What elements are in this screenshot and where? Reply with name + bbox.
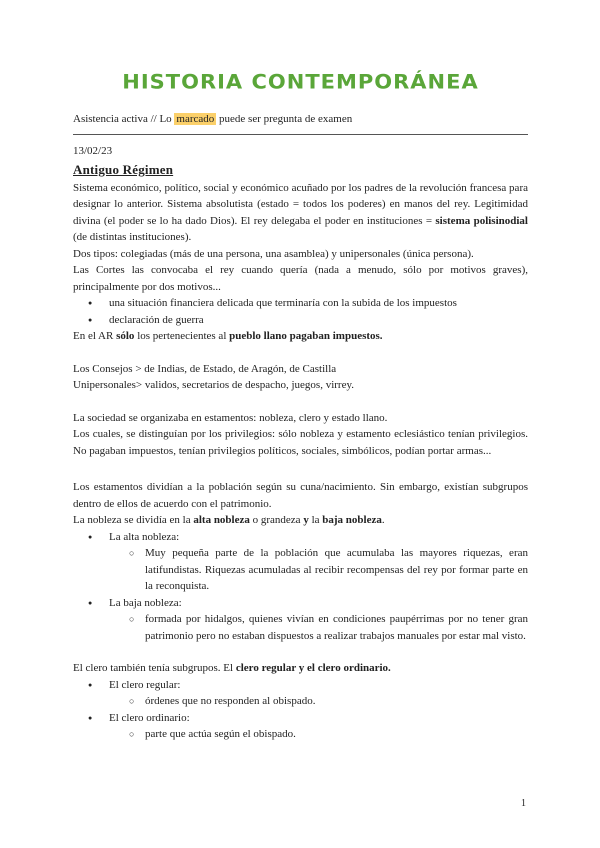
page-number: 1: [521, 798, 526, 809]
p10-text-la: la: [308, 514, 323, 526]
paragraph-privilegios: Los cuales, se distinguían por los privilegios: sólo nobleza y estamento eclesiástico tenían privilegios. No pagaban impuestos, tenían privilegios políticos, sociales, simbólicos, podían portar armas...: [73, 428, 528, 457]
list-item: [73, 710, 528, 743]
sub-list: [109, 611, 528, 644]
list-item: ● declaración de guerra: [73, 312, 528, 329]
paragraph-clero: [73, 660, 528, 677]
intro-line: [73, 111, 528, 128]
p11-text: El clero también tenía subgrupos. El: [73, 662, 236, 674]
spacer: [73, 345, 528, 361]
sub-list-item: [109, 693, 528, 710]
sub-list-text: formada por hidalgos, quienes vivían en condiciones paupérrimas por no tener gran patrimonio pero no estaban dispuestos a realizar trabajos manuales por estar mal visto.: [145, 613, 528, 642]
nobleza-list: [73, 529, 528, 645]
p1-text: Sistema económico, político, social y económico acuñado por los padres de la revolución francesa para designar lo anterior. Sistema absolutista (estado = todos los poderes) en manos del rey. Legitimidad divina (el poder se lo ha dado Dios). El rey delegaba el poder en instituciones =: [73, 181, 528, 227]
paragraph-definition: [73, 180, 528, 246]
sub-list-text: órdenes que no responden al obispado.: [145, 695, 316, 707]
sub-list-text: parte que actúa según el obispado.: [145, 728, 296, 740]
paragraph-types: Dos tipos: colegiadas (más de una persona, una asamblea) y unipersonales (única persona).: [73, 247, 474, 260]
paragraph-unipersonales: Unipersonales> validos, secretarios de despacho, juegos, virrey.: [73, 379, 355, 391]
paragraph-cuna: Los estamentos dividían a la población según su cuna/nacimiento. Sin embargo, existían subgrupos dentro de ellos de acuerdo con el patrimonio.: [73, 481, 528, 510]
list-item: [73, 529, 528, 595]
document-title: HISTORIA CONTEMPORÁNEA: [122, 70, 479, 94]
list-item-label: La alta nobleza:: [109, 530, 180, 543]
p11-bold: clero regular y el clero ordinario.: [235, 662, 391, 674]
p4-bold-end: pueblo llano pagaban impuestos.: [229, 330, 383, 342]
p10-text: La nobleza se dividía en la: [73, 514, 194, 526]
section-heading: Antiguo Régimen: [73, 162, 174, 177]
spacer: [73, 394, 528, 410]
paragraph-consejos: Los Consejos > de Indias, de Estado, de Aragón, de Castilla: [73, 362, 337, 375]
reasons-list: [73, 295, 528, 328]
intro-text-end: puede ser pregunta de examen: [216, 113, 353, 125]
p4-bold-solo: sólo: [116, 330, 135, 342]
p4-text: En el AR: [73, 330, 117, 342]
spacer: [73, 459, 528, 479]
paragraph-taxes: [73, 328, 528, 345]
date-label: 13/02/23: [73, 145, 113, 157]
sub-list: [109, 726, 528, 743]
notes-body: [73, 162, 528, 743]
p4-text-mid: los pertenecientes al: [134, 330, 230, 342]
paragraph-cortes: Las Cortes las convocaba el rey cuando quería (nada a menudo, sólo por motivos graves), principalmente por dos motivos...: [73, 264, 528, 293]
highlighted-word: marcado: [176, 113, 215, 125]
p1-text-end: (de distintas instituciones).: [73, 231, 192, 243]
intro-text: Asistencia activa // Lo: [73, 113, 175, 125]
sub-list-item: [109, 726, 528, 743]
paragraph-nobleza: [73, 512, 528, 529]
sub-list: [109, 545, 528, 595]
sub-list-text: Muy pequeña parte de la población que acumulaba las mayores riquezas, eran latifundistas. Riquezas acumuladas al recibir recompensas del rey por formar parte en la reconquista.: [145, 547, 528, 592]
list-item: [73, 677, 528, 710]
list-item: ● una situación financiera delicada que terminaría con la subida de los impuestos: [73, 295, 528, 312]
sub-list-item: [109, 611, 528, 644]
list-item-label: El clero regular:: [109, 678, 181, 691]
list-item-label: El clero ordinario:: [109, 711, 190, 724]
p10-bold-y: y: [303, 514, 309, 526]
p10-text-end: .: [381, 514, 385, 526]
sub-list: [109, 693, 528, 710]
paragraph-estamentos: La sociedad se organizaba en estamentos: nobleza, clero y estado llano.: [73, 411, 388, 424]
list-item: [73, 595, 528, 645]
p1-bold: sistema polisinodial: [435, 214, 528, 227]
p10-bold-baja: baja nobleza: [322, 514, 382, 526]
spacer: [73, 644, 528, 660]
list-item-label: La baja nobleza:: [109, 596, 182, 609]
p10-bold-alta: alta nobleza: [193, 514, 250, 526]
horizontal-divider: [73, 134, 528, 135]
p10-text-mid: o grandeza: [249, 514, 304, 526]
sub-list-item: [109, 545, 528, 595]
clero-list: [73, 677, 528, 743]
